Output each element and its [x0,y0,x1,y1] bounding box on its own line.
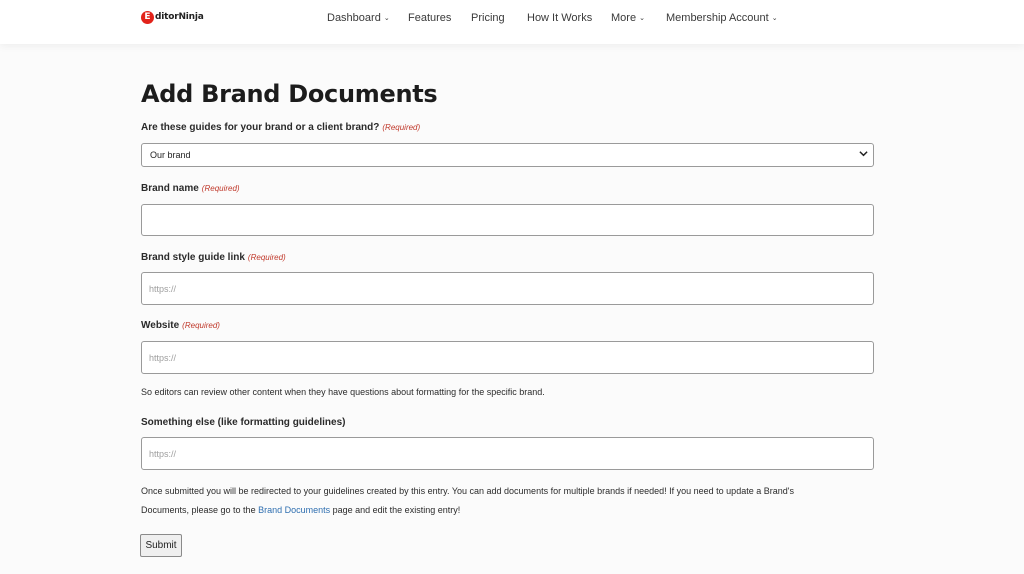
page-title: Add Brand Documents [141,80,438,108]
chevron-down-icon [859,149,868,160]
logo-mark-icon: E [141,11,154,24]
website-help-text: So editors can review other content when they have questions about formatting for the specific brand. [141,387,545,397]
required-indicator: (Required) [247,253,286,262]
brand-name-input[interactable] [141,204,874,236]
brand-type-select[interactable] [141,143,874,167]
submission-note-prefix: Documents, please go to the [141,505,259,515]
nav-more-label: More [611,12,637,24]
website-input[interactable] [141,341,874,374]
nav-how-it-works[interactable]: How It Works [527,12,593,24]
nav-membership-account[interactable] [666,12,778,24]
required-indicator: (Required) [182,321,220,330]
brand-type-label [141,122,420,133]
main-nav [0,0,1024,36]
submission-note-line2 [141,505,460,515]
required-indicator: (Required) [382,123,421,132]
nav-dashboard-label: Dashboard [327,12,381,24]
chevron-down-icon: ⌄ [383,15,390,22]
site-header [0,0,1024,44]
website-label [141,320,220,331]
nav-features[interactable]: Features [408,12,452,24]
brand-name-label [141,183,240,194]
style-guide-link-input[interactable] [141,272,874,305]
style-guide-label-text: Brand style guide link [141,252,245,263]
brand-documents-link[interactable]: Brand Documents [258,505,331,515]
website-label-text: Website [141,320,180,331]
brand-type-selected-value: Our brand [150,150,191,160]
submission-note-line1: Once submitted you will be redirected to your guidelines created by this entry. You can add documents for multiple brands if needed! If you need to update a Brand's [141,486,794,496]
logo-text: ditorNinja [155,12,204,22]
style-guide-label [141,252,286,263]
nav-membership-label: Membership Account [666,12,769,24]
submission-note-suffix: page and edit the existing entry! [330,505,461,515]
submit-button[interactable]: Submit [140,534,182,557]
nav-more[interactable] [611,12,645,24]
chevron-down-icon: ⌄ [639,15,645,22]
something-else-input[interactable] [141,437,874,470]
something-else-label: Something else (like formatting guidelines) [141,417,346,428]
nav-pricing[interactable]: Pricing [471,12,505,24]
required-indicator: (Required) [201,184,240,193]
brand-type-label-text: Are these guides for your brand or a client brand? [141,122,380,133]
brand-name-label-text: Brand name [141,183,199,194]
nav-dashboard[interactable] [327,12,390,24]
chevron-down-icon: ⌄ [771,15,778,22]
